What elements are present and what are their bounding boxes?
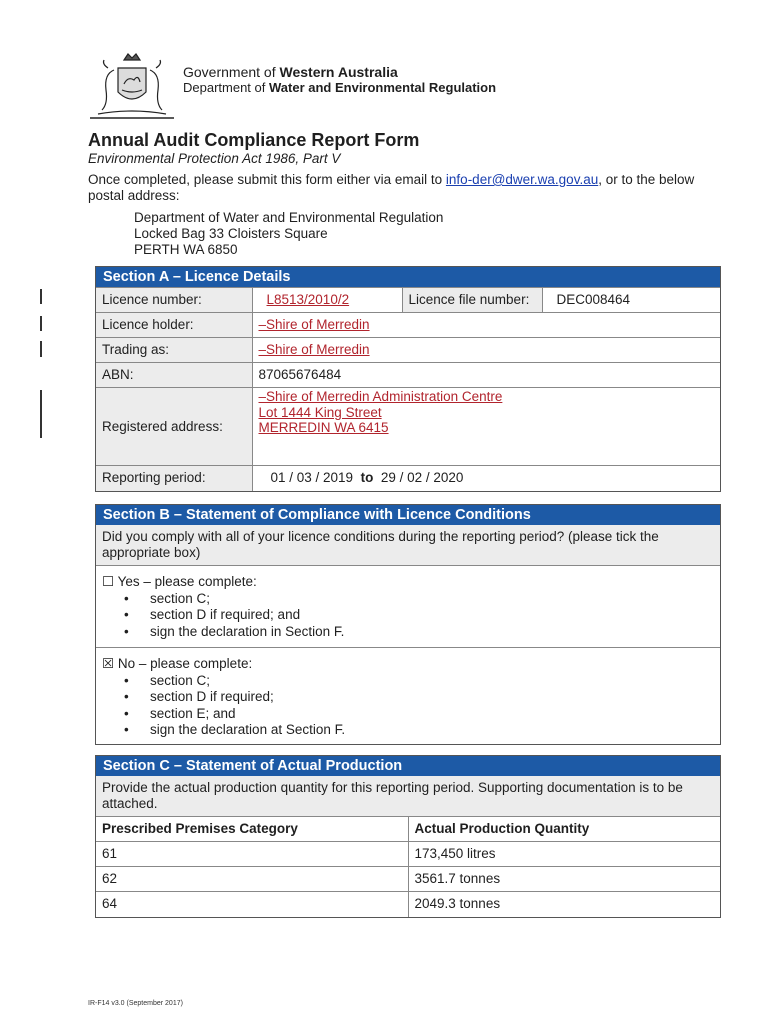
change-bar [40, 341, 42, 357]
change-bar [40, 289, 42, 304]
form-title: Annual Audit Compliance Report Form [88, 130, 420, 150]
licence-number-label: Licence number: [96, 288, 252, 313]
change-bar [40, 316, 42, 331]
yes-label: Yes – please complete: [117, 574, 257, 589]
table-row: 61 173,450 litres [96, 842, 720, 867]
list-item: • section D if required; and [132, 607, 714, 624]
submission-email-link[interactable]: info-der@dwer.wa.gov.au [445, 172, 599, 187]
postal-address: Department of Water and Environmental Regulation Locked Bag 33 Cloisters Square PERTH WA 6850 [134, 210, 444, 257]
yes-checkbox[interactable]: ☐ [102, 574, 115, 589]
government-name: Government of Western Australia [183, 64, 398, 80]
licence-holder-value: –Shire of Merredin [258, 317, 370, 332]
section-a-licence-details [95, 266, 721, 492]
section-b-heading: Section B – Statement of Compliance with Licence Conditions [96, 505, 720, 525]
licence-number-value: L8513/2010/2 [266, 292, 350, 307]
option-yes [96, 565, 720, 647]
quantity-column-header: Actual Production Quantity [408, 817, 720, 842]
production-instruction: Provide the actual production quantity for this reporting period. Supporting documentation is to be attached. [96, 776, 720, 816]
list-item: • section D if required; [132, 689, 714, 706]
form-subtitle: Environmental Protection Act 1986, Part V [88, 151, 341, 166]
list-item: • section C; [132, 591, 714, 608]
wa-coat-of-arms-logo [88, 50, 176, 122]
trading-as-label: Trading as: [96, 338, 252, 363]
category-column-header: Prescribed Premises Category [96, 817, 408, 842]
section-b-compliance [95, 504, 721, 745]
form-version-footer: IR-F14 v3.0 (September 2017) [88, 1000, 183, 1007]
reporting-period-value: 01 / 03 / 2019 to 29 / 02 / 2020 [252, 466, 720, 491]
abn-label: ABN: [96, 363, 252, 388]
list-item: • sign the declaration at Section F. [132, 722, 714, 739]
licence-file-number-value: DEC008464 [542, 288, 720, 313]
list-item: • sign the declaration in Section F. [132, 624, 714, 641]
compliance-question: Did you comply with all of your licence conditions during the reporting period? (please tick the appropriate box) [96, 525, 720, 565]
department-name: Department of Water and Environmental Regulation [183, 80, 497, 95]
table-row: 62 3561.7 tonnes [96, 867, 720, 892]
change-bar [40, 390, 42, 438]
section-c-heading: Section C – Statement of Actual Production [96, 756, 720, 776]
list-item: • section E; and [132, 706, 714, 723]
section-c-actual-production [95, 755, 721, 918]
abn-value: 87065676484 [252, 363, 720, 388]
no-checkbox[interactable]: ☒ [102, 656, 115, 671]
option-no [96, 647, 720, 745]
licence-holder-label: Licence holder: [96, 313, 252, 338]
list-item: • section C; [132, 673, 714, 690]
trading-as-value: –Shire of Merredin [258, 342, 370, 357]
no-label: No – please complete: [117, 656, 253, 671]
reporting-period-label: Reporting period: [96, 466, 252, 491]
registered-address-label: Registered address: [96, 388, 252, 466]
table-row: 64 2049.3 tonnes [96, 892, 720, 917]
submission-instructions: Once completed, please submit this form either via email to info-der@dwer.wa.gov.au, or to the below postal address: [88, 172, 695, 203]
licence-file-number-label: Licence file number: [402, 288, 542, 313]
registered-address-value: –Shire of Merredin Administration Centre Lot 1444 King Street MERREDIN WA 6415 [252, 388, 720, 466]
section-a-heading: Section A – Licence Details [96, 267, 720, 287]
